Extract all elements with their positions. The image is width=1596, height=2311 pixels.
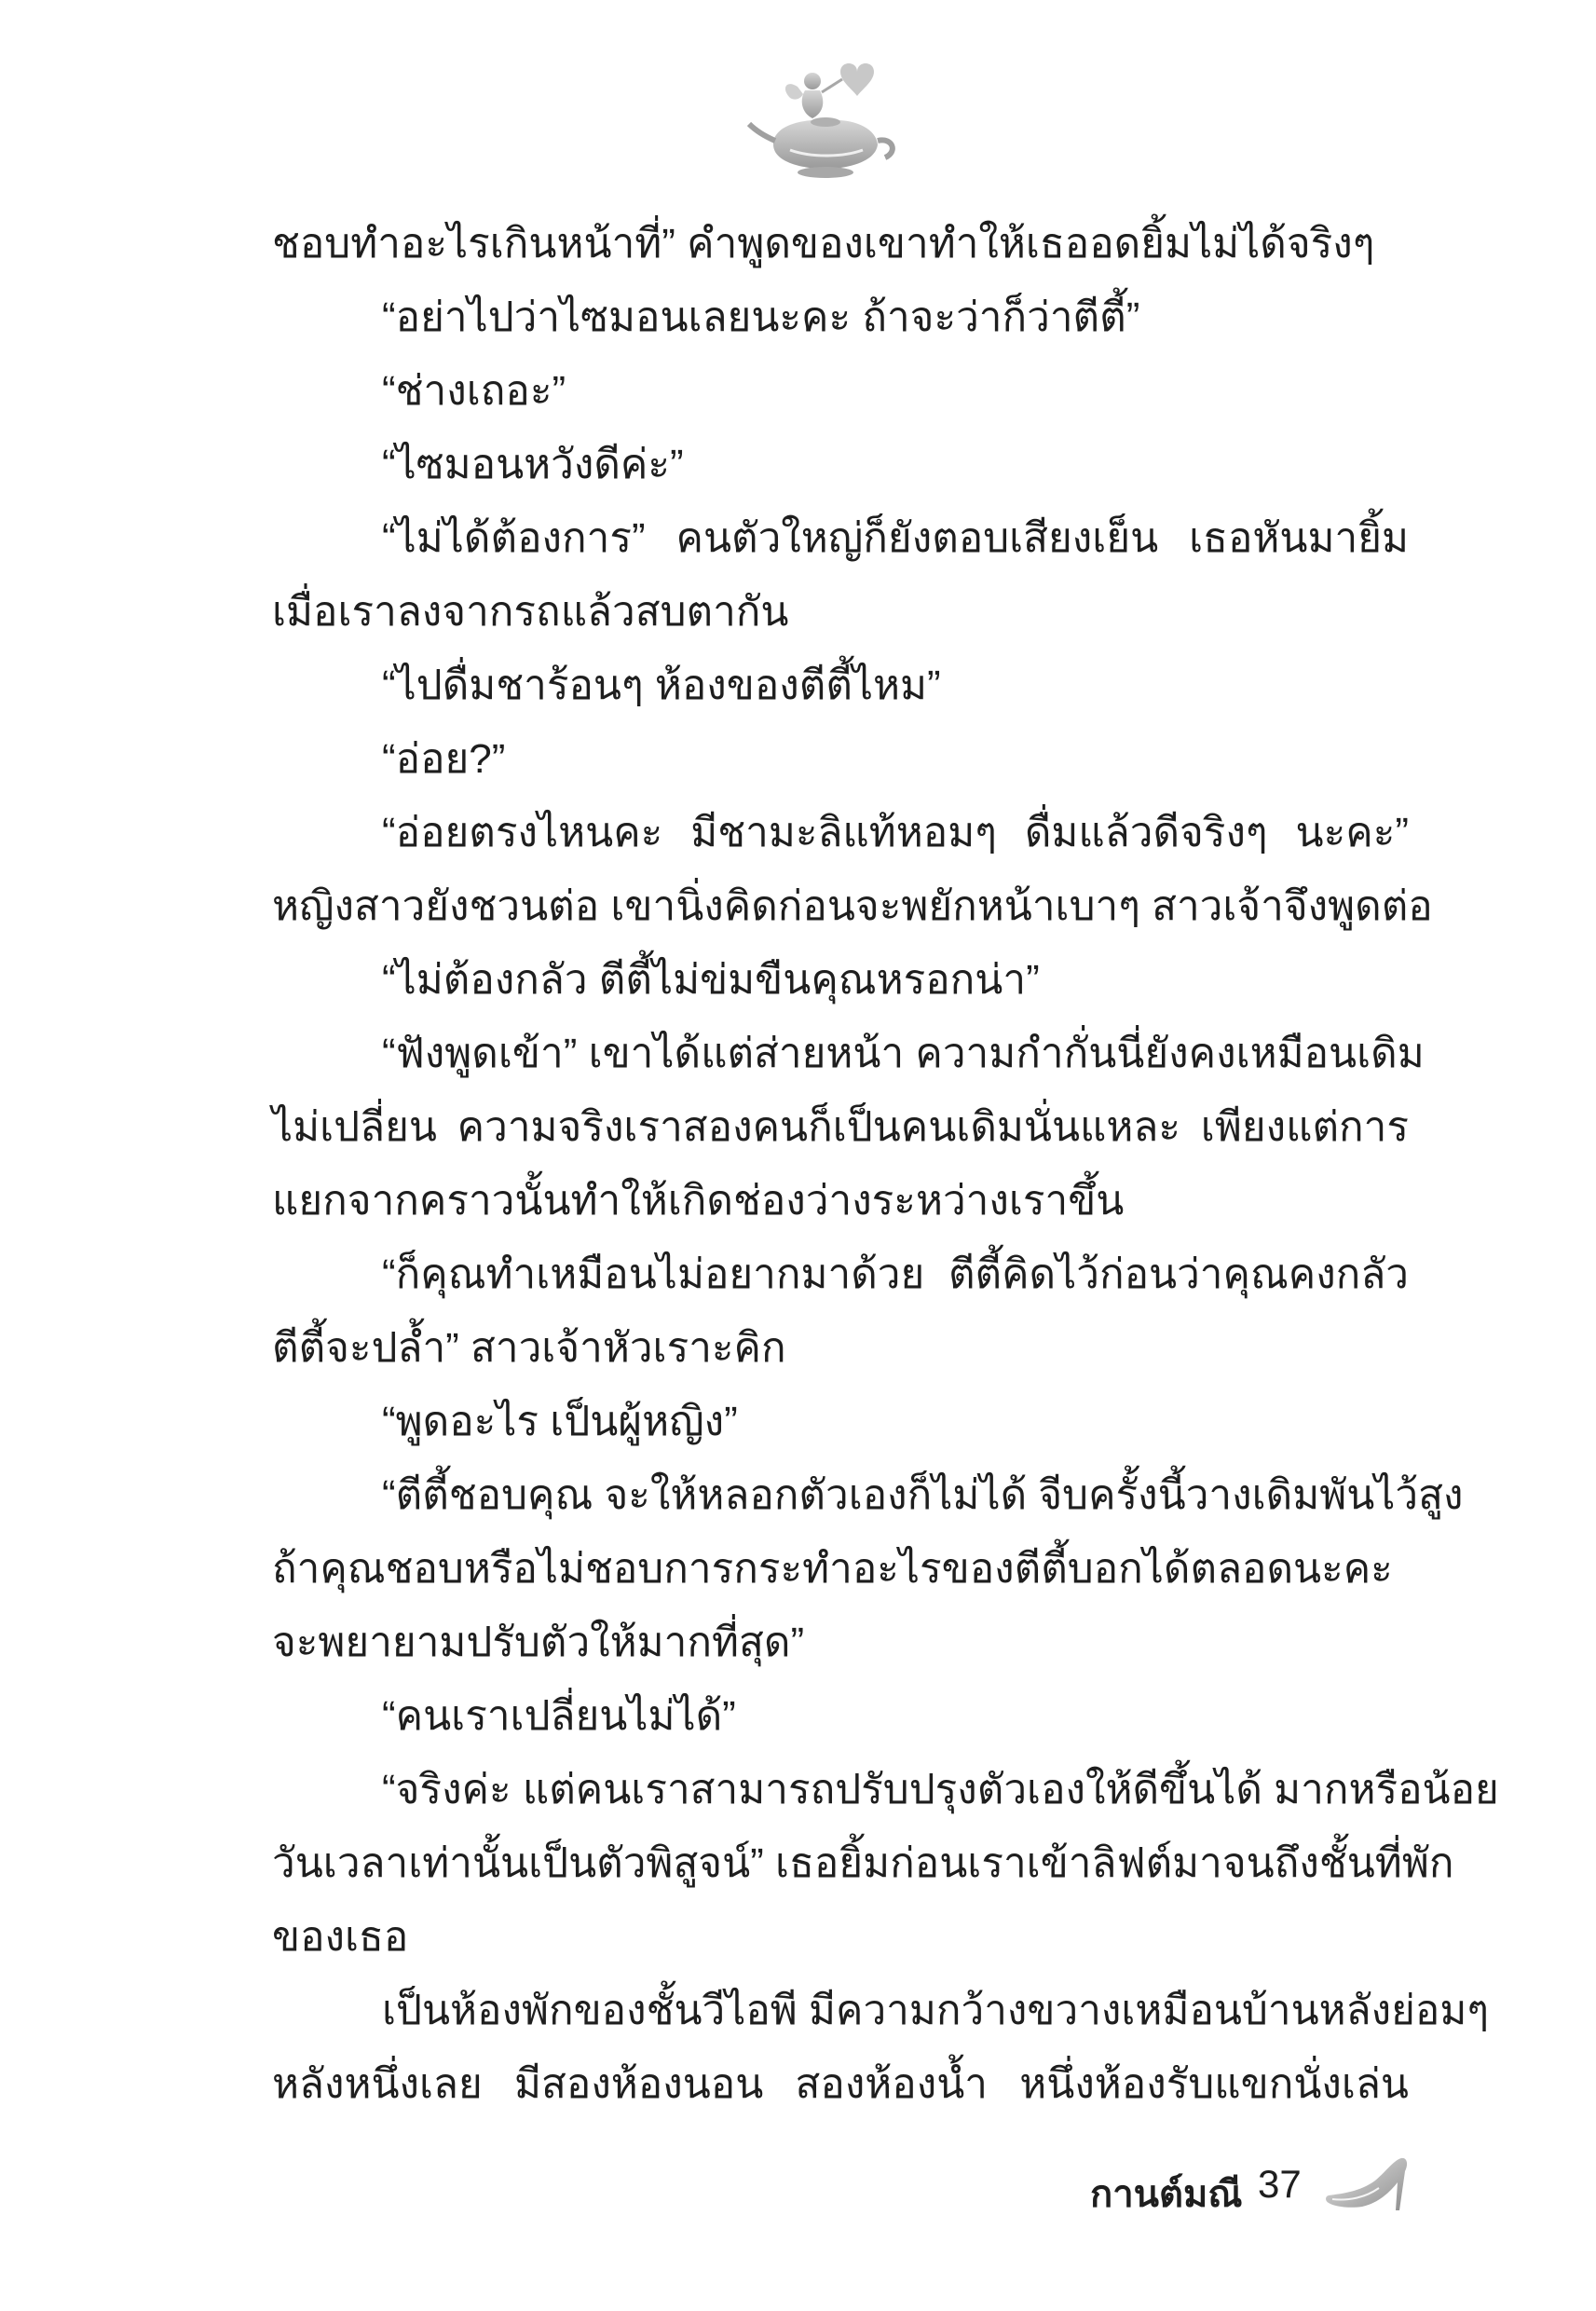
text-line: วันเวลาเท่านั้นเป็นตัวพิสูจน์” เธอยิ้มก่อนเราเข้าลิฟต์มาจนถึงชั้นที่พัก <box>272 1840 1454 1886</box>
text-line: “อ่อยตรงไหนคะ มีชามะลิแท้หอมๆ ดื่มแล้วดีจริงๆ นะคะ” <box>382 810 1409 855</box>
text-line: “ไซมอนหวังดีค่ะ” <box>382 442 684 487</box>
text-line: เป็นห้องพักของชั้นวีไอพี มีความกว้างขวางเหมือนบ้านหลังย่อมๆ <box>382 1988 1489 2033</box>
body-text <box>272 207 1499 2121</box>
page-footer <box>1071 2143 1444 2227</box>
text-line: ตีตี้จะปล้ำ” สาวเจ้าหัวเราะคิก <box>272 1325 786 1371</box>
text-line: “ไปดื่มชาร้อนๆ ห้องของตีตี้ไหม” <box>382 663 941 708</box>
text-line: ไม่เปลี่ยน ความจริงเราสองคนก็เป็นคนเดิมนั่นแหละ เพียงแต่การ <box>272 1104 1409 1150</box>
text-line: ชอบทำอะไรเกินหน้าที่” คำพูดของเขาทำให้เธออดยิ้มไม่ได้จริงๆ <box>272 221 1375 267</box>
high-heel-shoe-icon <box>1321 2151 1414 2216</box>
text-line: “อย่าไปว่าไซมอนเลยนะคะ ถ้าจะว่าก็ว่าตีตี้” <box>382 294 1140 340</box>
page-number: 37 <box>1258 2162 1302 2206</box>
text-line: เมื่อเราลงจากรถแล้วสบตากัน <box>272 589 789 635</box>
text-line: “ฟังพูดเข้า” เขาได้แต่ส่ายหน้า ความกำกั่นนี่ยังคงเหมือนเดิม <box>382 1031 1425 1076</box>
text-line: ของเธอ <box>272 1914 409 1960</box>
footer-title: กานต์มณี <box>1090 2174 1243 2215</box>
text-line: แยกจากคราวนั้นทำให้เกิดช่องว่างระหว่างเราขึ้น <box>272 1178 1125 1224</box>
text-line: “อ่อย?” <box>382 736 506 782</box>
text-line: “ก็คุณทำเหมือนไม่อยากมาด้วย ตีตี้คิดไว้ก่อนว่าคุณคงกลัว <box>382 1251 1409 1297</box>
text-line: “ช่างเถอะ” <box>382 368 566 414</box>
text-line: “ตีตี้ชอบคุณ จะให้หลอกตัวเองก็ไม่ได้ จีบครั้งนี้วางเดิมพันไว้สูง <box>382 1472 1464 1518</box>
teapot-cupid-ornament-icon <box>745 51 904 191</box>
text-line: หลังหนึ่งเลย มีสองห้องนอน สองห้องน้ำ หนึ่งห้องรับแขกนั่งเล่น <box>272 2061 1409 2107</box>
text-line: หญิงสาวยังชวนต่อ เขานิ่งคิดก่อนจะพยักหน้าเบาๆ สาวเจ้าจึงพูดต่อ <box>272 883 1433 929</box>
text-line: จะพยายามปรับตัวให้มากที่สุด” <box>272 1620 805 1665</box>
text-line: “ไม่ต้องกลัว ตีตี้ไม่ข่มขืนคุณหรอกน่า” <box>382 957 1040 1003</box>
text-line: “จริงค่ะ แต่คนเราสามารถปรับปรุงตัวเองให้ดีขึ้นได้ มากหรือน้อย <box>382 1767 1499 1812</box>
text-line: “ไม่ได้ต้องการ” คนตัวใหญ่ก็ยังตอบเสียงเย็น เธอหันมายิ้ม <box>382 515 1409 561</box>
text-line: “คนเราเปลี่ยนไม่ได้” <box>382 1693 736 1739</box>
text-line: “พูดอะไร เป็นผู้หญิง” <box>382 1399 738 1444</box>
text-line: ถ้าคุณชอบหรือไม่ชอบการกระทำอะไรของตีตี้บอกได้ตลอดนะคะ <box>272 1546 1393 1592</box>
